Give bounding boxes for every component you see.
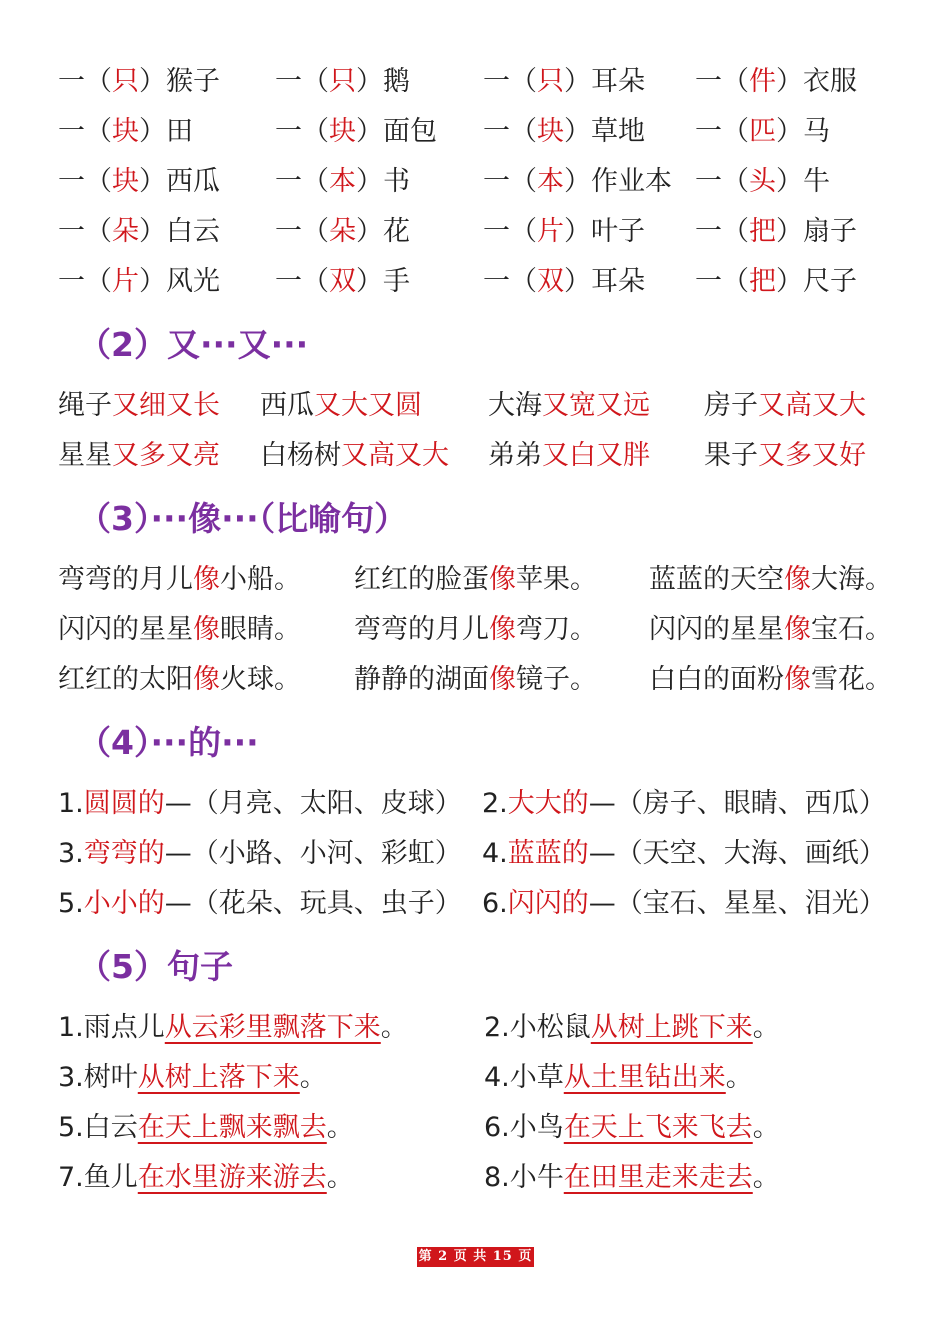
xiang-keyword: 像 (784, 564, 811, 595)
de-item (58, 834, 462, 874)
measure-word-answer: 片 (112, 266, 139, 297)
measure-word-item (695, 262, 857, 302)
measure-word-noun: ）草地 (564, 116, 645, 147)
you-you-phrase: 又大又圆 (314, 390, 422, 421)
measure-word-row (58, 212, 938, 252)
measure-word-answer: 块 (112, 116, 139, 147)
measure-word-row (58, 262, 938, 302)
you-you-item (704, 386, 866, 426)
measure-word-prefix: 一（ (275, 166, 329, 197)
xiang-subject: 静静的湖面 (354, 664, 489, 695)
measure-word-row (58, 62, 938, 102)
you-you-phrase: 又高又大 (341, 440, 449, 471)
you-you-subject: 弟弟 (488, 440, 542, 471)
xiang-subject: 红红的脸蛋 (354, 564, 489, 595)
measure-word-item (58, 262, 220, 302)
measure-word-answer: 匹 (749, 116, 776, 147)
de-item (58, 884, 462, 924)
measure-word-prefix: 一（ (275, 66, 329, 97)
measure-word-item (695, 212, 857, 252)
section-3-title: （3）···像···（比喻句） (78, 499, 408, 538)
xiang-subject: 弯弯的月儿 (58, 564, 193, 595)
xiang-object: 大海。 (811, 564, 892, 595)
sentence-end: 。 (326, 1112, 354, 1143)
sentence-item (58, 1008, 408, 1048)
sentence-end: 。 (326, 1162, 354, 1193)
measure-word-item (275, 212, 410, 252)
measure-word-prefix: 一（ (695, 116, 749, 147)
de-nouns: —（房子、眼睛、西瓜） (588, 788, 886, 819)
measure-word-answer: 片 (537, 216, 564, 247)
sentence-end: 。 (752, 1162, 780, 1193)
xiang-object: 镜子。 (516, 664, 597, 695)
measure-word-item (275, 262, 410, 302)
measure-word-prefix: 一（ (483, 116, 537, 147)
you-you-phrase: 又白又胖 (542, 440, 650, 471)
sentence-subject: 3.树叶 (58, 1062, 138, 1093)
you-you-phrase: 又多又好 (758, 440, 866, 471)
sentence-predicate: 在水里游来游去 (137, 1162, 327, 1193)
measure-word-prefix: 一（ (695, 216, 749, 247)
measure-word-noun: ）风光 (139, 266, 220, 297)
xiang-subject: 弯弯的月儿 (354, 614, 489, 645)
measure-word-prefix: 一（ (483, 66, 537, 97)
sentence-predicate: 在天上飘来飘去 (137, 1112, 327, 1143)
you-you-item (58, 436, 220, 476)
de-adjective: 蓝蓝的 (507, 838, 589, 869)
sentence-subject: 2.小松鼠 (484, 1012, 591, 1043)
measure-word-prefix: 一（ (58, 66, 112, 97)
measure-word-prefix: 一（ (695, 166, 749, 197)
de-item (482, 884, 886, 924)
de-nouns: —（小路、小河、彩虹） (164, 838, 462, 869)
measure-word-item (58, 162, 220, 202)
measure-word-noun: ）白云 (139, 216, 220, 247)
measure-word-answer: 双 (537, 266, 564, 297)
sentence-end: 。 (380, 1012, 408, 1043)
measure-word-item (695, 112, 830, 152)
sentence-predicate: 在田里走来走去 (563, 1162, 753, 1193)
measure-word-answer: 只 (329, 66, 356, 97)
measure-word-prefix: 一（ (275, 216, 329, 247)
xiang-subject: 闪闪的星星 (649, 614, 784, 645)
measure-word-prefix: 一（ (483, 166, 537, 197)
de-number: 4. (482, 838, 508, 869)
measure-word-noun: ）面包 (356, 116, 437, 147)
measure-word-noun: ）西瓜 (139, 166, 220, 197)
xiang-object: 火球。 (220, 664, 301, 695)
measure-word-prefix: 一（ (58, 166, 112, 197)
de-nouns: —（天空、大海、画纸） (588, 838, 886, 869)
measure-word-item (483, 162, 672, 202)
measure-word-prefix: 一（ (275, 116, 329, 147)
you-you-subject: 绳子 (58, 390, 112, 421)
xiang-object: 眼睛。 (220, 614, 301, 645)
sentence-subject: 1.雨点儿 (58, 1012, 165, 1043)
sentence-end: 。 (752, 1012, 780, 1043)
sentence-subject: 5.白云 (58, 1112, 138, 1143)
sentence-predicate: 从土里钻出来 (563, 1062, 726, 1093)
you-you-phrase: 又细又长 (112, 390, 220, 421)
measure-word-prefix: 一（ (695, 66, 749, 97)
sentence-subject: 6.小鸟 (484, 1112, 564, 1143)
xiang-keyword: 像 (193, 564, 220, 595)
xiang-keyword: 像 (489, 614, 516, 645)
xiang-item (58, 560, 301, 600)
section-5-title: （5）句子 (78, 947, 233, 986)
xiang-keyword: 像 (784, 664, 811, 695)
measure-word-noun: ）猴子 (139, 66, 220, 97)
measure-word-prefix: 一（ (58, 116, 112, 147)
de-item (482, 834, 886, 874)
measure-word-answer: 本 (537, 166, 564, 197)
you-you-subject: 大海 (488, 390, 542, 421)
you-you-item (488, 386, 650, 426)
measure-word-item (695, 162, 830, 202)
you-you-phrase: 又高又大 (758, 390, 866, 421)
de-nouns: —（宝石、星星、泪光） (588, 888, 886, 919)
measure-word-answer: 块 (537, 116, 564, 147)
section-2-title: （2）又···又··· (78, 325, 309, 364)
sentence-subject: 8.小牛 (484, 1162, 564, 1193)
de-nouns: —（花朵、玩具、虫子） (164, 888, 462, 919)
measure-word-item (58, 62, 220, 102)
xiang-item (649, 660, 892, 700)
measure-word-item (275, 162, 410, 202)
xiang-object: 宝石。 (811, 614, 892, 645)
xiang-keyword: 像 (193, 664, 220, 695)
measure-word-answer: 块 (112, 166, 139, 197)
measure-word-noun: ）手 (356, 266, 410, 297)
you-you-phrase: 又宽又远 (542, 390, 650, 421)
measure-word-item (483, 212, 645, 252)
measure-word-item (483, 262, 645, 302)
you-you-item (58, 386, 220, 426)
xiang-keyword: 像 (784, 614, 811, 645)
measure-word-noun: ）田 (139, 116, 193, 147)
sentence-predicate: 从树上落下来 (137, 1062, 300, 1093)
measure-word-item (483, 62, 645, 102)
xiang-keyword: 像 (489, 564, 516, 595)
measure-word-noun: ）尺子 (776, 266, 857, 297)
measure-word-row (58, 112, 938, 152)
measure-word-item (58, 112, 193, 152)
de-adjective: 弯弯的 (83, 838, 165, 869)
measure-word-answer: 块 (329, 116, 356, 147)
sentence-item (484, 1058, 753, 1098)
measure-word-noun: ）鹅 (356, 66, 410, 97)
sentence-predicate: 从云彩里飘落下来 (164, 1012, 381, 1043)
de-item (58, 784, 462, 824)
measure-word-answer: 朵 (112, 216, 139, 247)
de-adjective: 闪闪的 (507, 888, 589, 919)
sentence-end: 。 (725, 1062, 753, 1093)
de-nouns: —（月亮、太阳、皮球） (164, 788, 462, 819)
xiang-subject: 蓝蓝的天空 (649, 564, 784, 595)
measure-word-prefix: 一（ (483, 216, 537, 247)
you-you-subject: 白杨树 (260, 440, 341, 471)
measure-word-answer: 头 (749, 166, 776, 197)
xiang-item (58, 610, 301, 650)
page-footer: 第 2 页 共 15 页 (417, 1247, 534, 1267)
sentence-item (58, 1058, 327, 1098)
measure-word-answer: 把 (749, 216, 776, 247)
you-you-item (260, 386, 422, 426)
xiang-item (354, 560, 597, 600)
measure-word-item (58, 212, 220, 252)
xiang-subject: 红红的太阳 (58, 664, 193, 695)
measure-word-noun: ）书 (356, 166, 410, 197)
measure-word-noun: ）耳朵 (564, 266, 645, 297)
you-you-item (488, 436, 650, 476)
measure-word-answer: 把 (749, 266, 776, 297)
de-adjective: 小小的 (83, 888, 165, 919)
section-4-title: （4）···的··· (78, 723, 259, 762)
xiang-keyword: 像 (193, 614, 220, 645)
xiang-item (354, 610, 597, 650)
xiang-object: 苹果。 (516, 564, 597, 595)
de-number: 2. (482, 788, 508, 819)
xiang-subject: 白白的面粉 (649, 664, 784, 695)
you-you-item (704, 436, 866, 476)
measure-word-noun: ）马 (776, 116, 830, 147)
you-you-subject: 西瓜 (260, 390, 314, 421)
measure-word-item (695, 62, 857, 102)
de-adjective: 大大的 (507, 788, 589, 819)
measure-word-prefix: 一（ (58, 266, 112, 297)
xiang-item (354, 660, 597, 700)
measure-word-answer: 本 (329, 166, 356, 197)
de-number: 5. (58, 888, 84, 919)
de-item (482, 784, 886, 824)
sentence-subject: 4.小草 (484, 1062, 564, 1093)
you-you-subject: 房子 (704, 390, 758, 421)
xiang-object: 雪花。 (811, 664, 892, 695)
measure-word-prefix: 一（ (483, 266, 537, 297)
measure-word-noun: ）扇子 (776, 216, 857, 247)
sentence-subject: 7.鱼儿 (58, 1162, 138, 1193)
sentence-item (58, 1158, 354, 1198)
sentence-item (484, 1158, 780, 1198)
de-number: 1. (58, 788, 84, 819)
de-number: 3. (58, 838, 84, 869)
measure-word-prefix: 一（ (275, 266, 329, 297)
measure-word-answer: 双 (329, 266, 356, 297)
sentence-item (484, 1108, 780, 1148)
xiang-item (649, 610, 892, 650)
xiang-object: 弯刀。 (516, 614, 597, 645)
sentence-end: 。 (299, 1062, 327, 1093)
sentence-item (484, 1008, 780, 1048)
measure-word-noun: ）耳朵 (564, 66, 645, 97)
sentence-predicate: 在天上飞来飞去 (563, 1112, 753, 1143)
you-you-phrase: 又多又亮 (112, 440, 220, 471)
you-you-item (260, 436, 449, 476)
measure-word-prefix: 一（ (58, 216, 112, 247)
de-adjective: 圆圆的 (83, 788, 165, 819)
xiang-object: 小船。 (220, 564, 301, 595)
sentence-end: 。 (752, 1112, 780, 1143)
measure-word-noun: ）花 (356, 216, 410, 247)
measure-word-noun: ）牛 (776, 166, 830, 197)
xiang-subject: 闪闪的星星 (58, 614, 193, 645)
measure-word-item (483, 112, 645, 152)
measure-word-noun: ）作业本 (564, 166, 672, 197)
measure-word-noun: ）叶子 (564, 216, 645, 247)
measure-word-answer: 只 (537, 66, 564, 97)
measure-word-row (58, 162, 938, 202)
measure-word-item (275, 112, 437, 152)
xiang-item (58, 660, 301, 700)
xiang-keyword: 像 (489, 664, 516, 695)
you-you-subject: 星星 (58, 440, 112, 471)
measure-word-prefix: 一（ (695, 266, 749, 297)
measure-word-answer: 件 (749, 66, 776, 97)
measure-word-noun: ）衣服 (776, 66, 857, 97)
sentence-item (58, 1108, 354, 1148)
xiang-item (649, 560, 892, 600)
measure-word-item (275, 62, 410, 102)
sentence-predicate: 从树上跳下来 (590, 1012, 753, 1043)
measure-word-answer: 朵 (329, 216, 356, 247)
measure-word-answer: 只 (112, 66, 139, 97)
de-number: 6. (482, 888, 508, 919)
you-you-subject: 果子 (704, 440, 758, 471)
